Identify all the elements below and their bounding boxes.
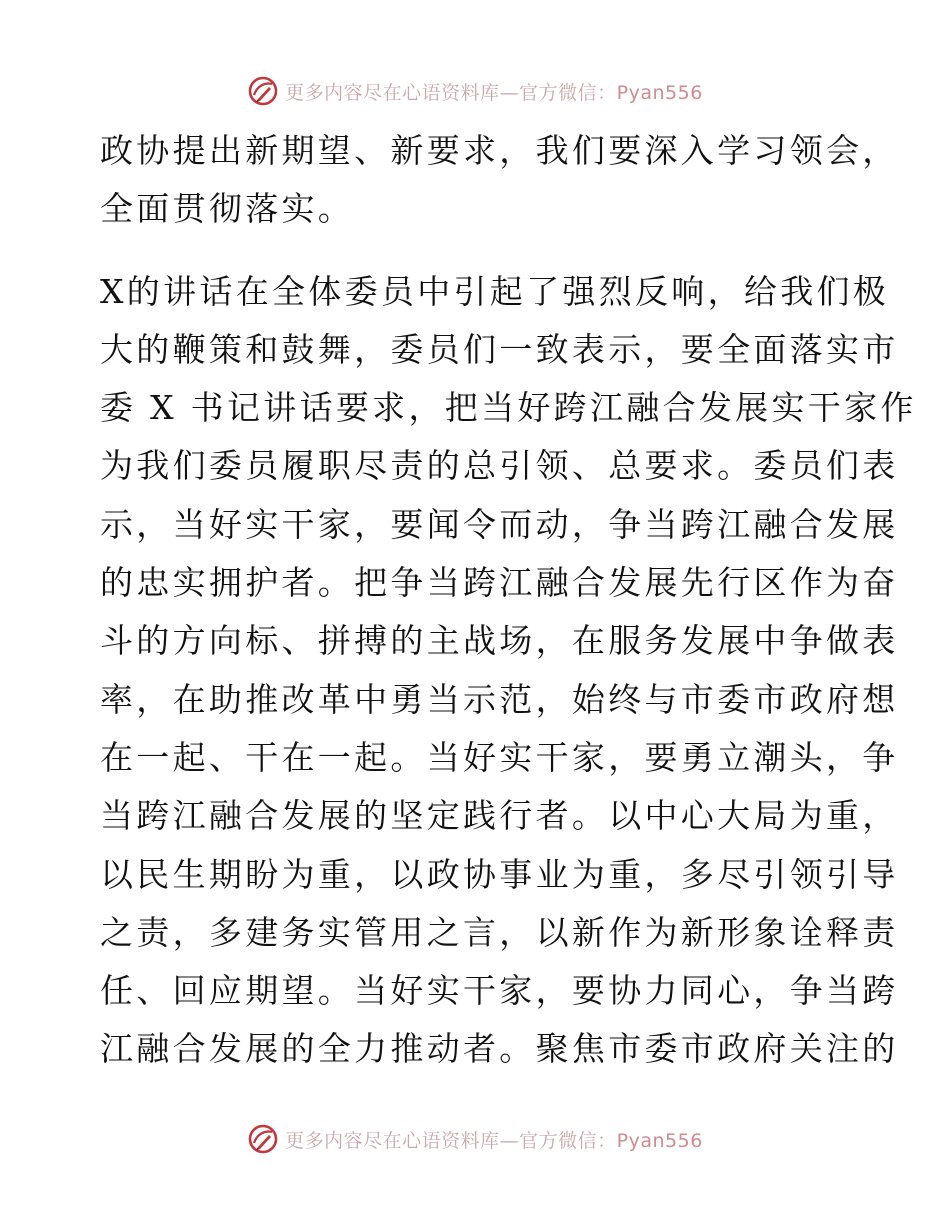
text-line: 江融合发展的全力推动者。聚焦市委市政府关注的 xyxy=(100,1029,899,1069)
text-line: 示，当好实干家，要闻令而动，争当跨江融合发展 xyxy=(100,504,899,544)
text-line: 的忠实拥护者。把争当跨江融合发展先行区作为奋 xyxy=(100,563,899,603)
paragraph-1 xyxy=(100,122,899,239)
watermark-code: Pyan556 xyxy=(616,81,703,104)
text-line: 率，在助推改革中勇当示范，始终与市委市政府想 xyxy=(100,679,899,719)
watermark-cn-text: 更多内容尽在心语资料库—官方微信： xyxy=(285,81,617,104)
text-line: 之责，多建务实管用之言，以新作为新形象诠释责 xyxy=(100,912,899,952)
watermark-inner xyxy=(247,75,703,107)
text-line: 全面贯彻落实。 xyxy=(100,189,355,229)
paragraph-gap xyxy=(100,239,852,263)
text-line: 政协提出新期望、新要求，我们要深入学习领会， xyxy=(100,131,899,170)
watermark-text xyxy=(285,78,703,105)
text-line: 在一起、干在一起。当好实干家，要勇立潮头，争 xyxy=(100,737,899,777)
footer-watermark xyxy=(0,1121,950,1157)
pen-circle-logo-icon xyxy=(247,1123,279,1155)
text-line: 斗的方向标、拼搏的主战场，在服务发展中争做表 xyxy=(100,621,899,661)
text-line: X的讲话在全体委员中引起了强烈反响，给我们极 xyxy=(100,271,890,311)
text-line: 为我们委员履职尽责的总引领、总要求。委员们表 xyxy=(100,446,899,486)
text-line: 当跨江融合发展的坚定践行者。以中心大局为重， xyxy=(100,796,899,836)
watermark-code: Pyan556 xyxy=(616,1129,703,1152)
document-body xyxy=(100,122,917,1079)
header-watermark xyxy=(0,73,950,109)
paragraph-2 xyxy=(100,263,917,1079)
watermark-inner xyxy=(247,1123,703,1155)
watermark-text xyxy=(285,1126,703,1153)
text-line: 任、回应期望。当好实干家，要协力同心，争当跨 xyxy=(100,971,899,1011)
pen-circle-logo-icon xyxy=(247,75,279,107)
text-line: 委 X 书记讲话要求，把当好跨江融合发展实干家作 xyxy=(100,388,917,428)
text-line: 以民生期盼为重，以政协事业为重，多尽引领引导 xyxy=(100,854,899,894)
watermark-cn-text: 更多内容尽在心语资料库—官方微信： xyxy=(285,1129,617,1152)
text-line: 大的鞭策和鼓舞，委员们一致表示，要全面落实市 xyxy=(100,329,899,369)
